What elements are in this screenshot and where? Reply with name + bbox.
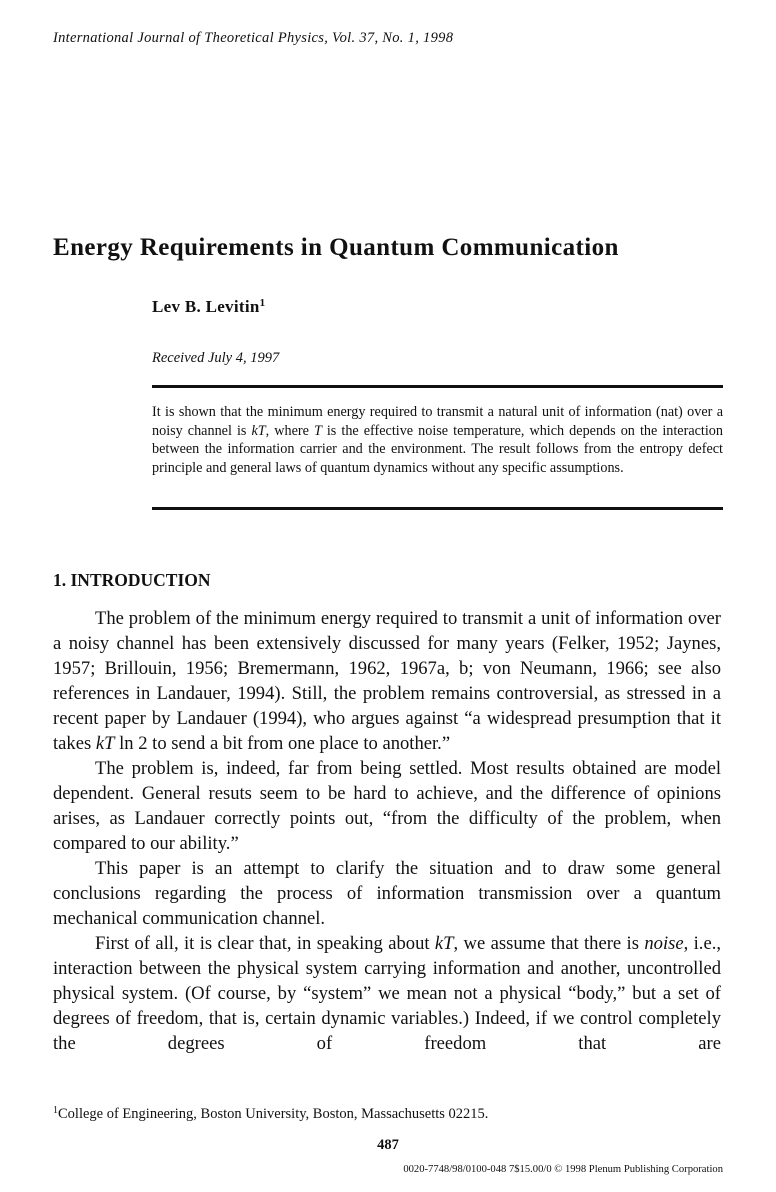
received-date: Received July 4, 1997: [152, 350, 280, 366]
paper-title: Energy Requirements in Quantum Communication: [53, 234, 619, 261]
italic-span: kT: [95, 733, 115, 754]
author-footnote-mark: 1: [259, 297, 266, 309]
body-paragraph: The problem of the minimum energy required to transmit a unit of information over a noisy channel has been extensively discussed for many years (Felker, 1952; Jaynes, 1957; Brillouin, 1956; Bremermann, 1962, 1967a, b; von Neumann, 1966; see also references in Landauer, 1994). Still, the problem remains controversial, as stressed in a recent paper by Landauer (1994), who argues against “a widespread presumption that it takes kT ln 2 to send a bit from one place to another.”: [53, 608, 721, 754]
footnote-text: College of Engineering, Boston University, Boston, Massachusetts 02215.: [58, 1106, 489, 1122]
abstract-bottom-rule: [152, 507, 723, 510]
author-line: [152, 297, 265, 317]
italic-span: noise: [644, 933, 684, 954]
body-paragraph: This paper is an attempt to clarify the situation and to draw some general conclusions regarding the process of information transmission over a quantum mechanical communication channel.: [53, 858, 721, 929]
italic-span: kT: [251, 422, 266, 439]
body-paragraph: The problem is, indeed, far from being settled. Most results obtained are model dependent. General resuts seem to be hard to achieve, and the difference of opinions arises, as Landauer correctly points out, “from the difficulty of the problem, when compared to our ability.”: [53, 758, 721, 854]
abstract-top-rule: [152, 385, 723, 388]
author-name: Lev B. Levitin: [152, 297, 260, 316]
footnote-mark: 1: [53, 1105, 58, 1116]
footnote: [53, 1105, 488, 1123]
journal-header: International Journal of Theoretical Physics, Vol. 37, No. 1, 1998: [53, 30, 454, 46]
body-paragraph: First of all, it is clear that, in speaking about kT, we assume that there is noise, i.e., interaction between the physical system carrying information and another, uncontrolled physical system. (Of course, by “system” we mean not a physical “body,” but a set of degrees of freedom, that is, certain dynamic variables.) Indeed, if we control completely the degrees of freedom that are: [53, 933, 721, 1054]
italic-span: kT: [434, 933, 454, 954]
italic-span: T: [313, 422, 322, 439]
section-body: [53, 606, 721, 1056]
abstract-text: It is shown that the minimum energy required to transmit a natural unit of information (nat) over a noisy channel is kT, where T is the effective noise temperature, which depends on the interaction between the information carrier and the environment. The result follows from the entropy defect principle and general laws of quantum dynamics without any specific assumptions.: [152, 404, 723, 476]
page-number: 487: [377, 1137, 399, 1153]
section-heading: 1. INTRODUCTION: [53, 570, 211, 590]
copyright-line: 0020-7748/98/0100-048 7$15.00/0 © 1998 Plenum Publishing Corporation: [403, 1164, 723, 1175]
